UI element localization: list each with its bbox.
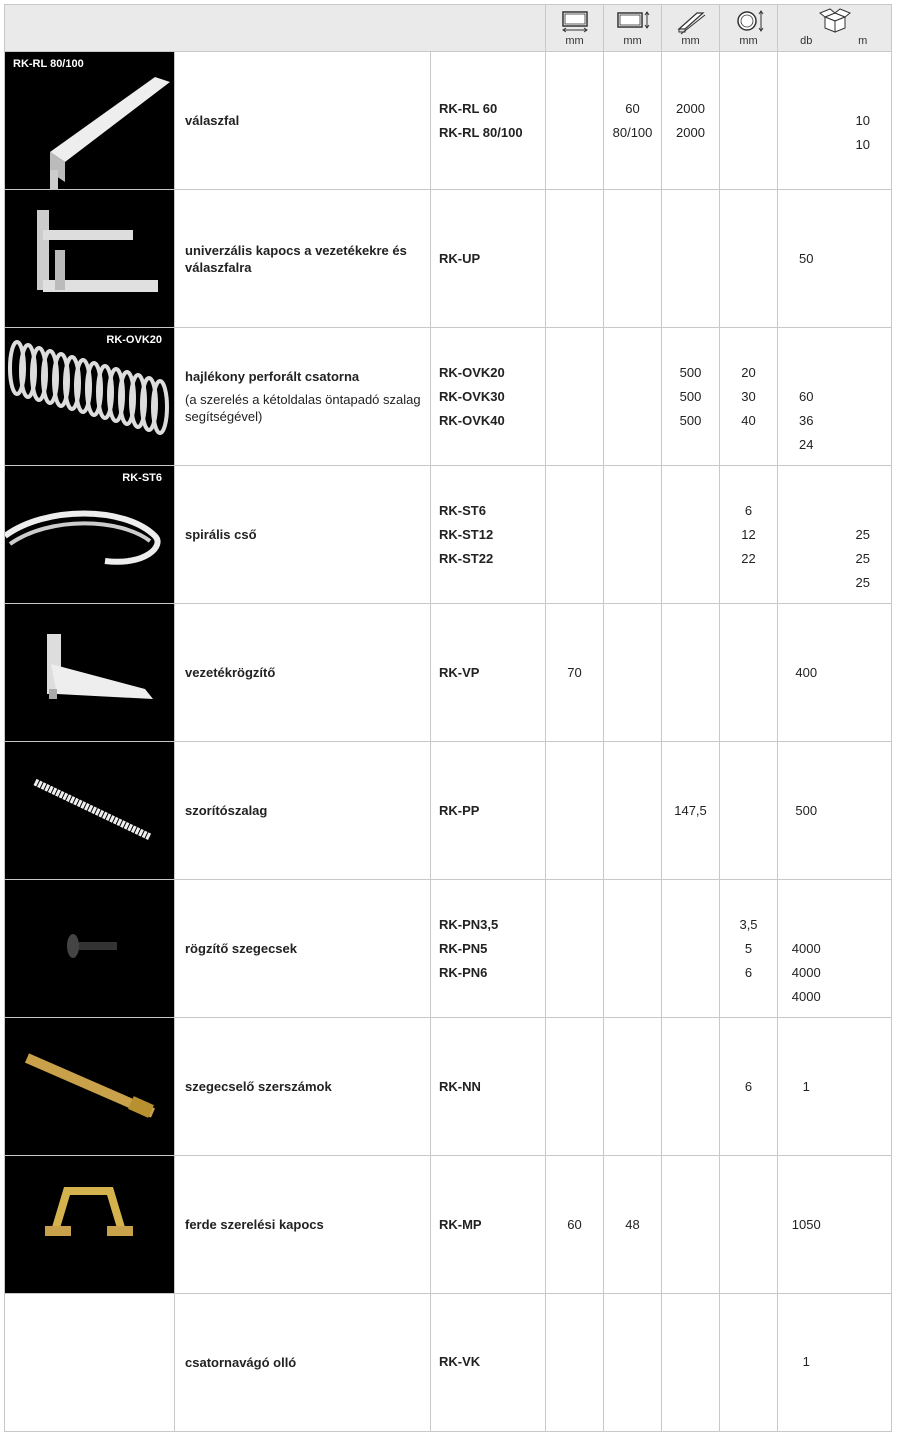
cell-diameter <box>720 604 778 742</box>
cell-package <box>778 466 892 604</box>
cell-value: 147,5 <box>674 802 707 818</box>
cell-value: 60 <box>567 1216 582 1232</box>
cell-diameter <box>720 1018 778 1156</box>
product-name-text: vezetékrögzítő <box>185 665 276 680</box>
product-image <box>5 742 175 880</box>
cell-package <box>778 328 892 466</box>
cell-diameter <box>720 742 778 880</box>
cell-value: 400 <box>795 664 818 680</box>
cell-value: 40 <box>741 412 756 428</box>
product-name <box>175 52 431 190</box>
cell-value: 6 <box>744 1078 753 1094</box>
product-name <box>175 880 431 1018</box>
cell-length <box>662 52 720 190</box>
cell-width <box>546 466 604 604</box>
cell-value: 5 <box>744 940 753 956</box>
length-icon <box>675 9 707 35</box>
cell-width <box>546 1018 604 1156</box>
product-code: RK-VP <box>439 664 480 680</box>
cell-length <box>662 190 720 328</box>
product-image <box>5 1018 175 1156</box>
table-row <box>5 604 892 742</box>
cell-value: 4000 <box>791 940 821 956</box>
table-row <box>5 328 892 466</box>
table-row <box>5 1294 892 1432</box>
cell-value: 10 <box>855 136 870 152</box>
cell-length <box>662 880 720 1018</box>
product-name <box>175 604 431 742</box>
header-width <box>546 5 604 52</box>
cell-height <box>604 742 662 880</box>
cell-height <box>604 466 662 604</box>
product-code: RK-RL 80/100 <box>439 124 523 140</box>
cell-value: 80/100 <box>612 124 653 140</box>
header-package <box>778 5 892 52</box>
cell-height <box>604 880 662 1018</box>
product-image <box>5 52 175 190</box>
product-name <box>175 1156 431 1294</box>
cell-length <box>662 1156 720 1294</box>
product-image <box>5 880 175 1018</box>
cell-value: 25 <box>855 526 870 542</box>
header-length <box>662 5 720 52</box>
cell-value: 22 <box>741 550 756 566</box>
cell-value: 3,5 <box>739 916 758 932</box>
table-row <box>5 1018 892 1156</box>
width-icon <box>560 9 590 33</box>
unit-label: mm <box>565 35 584 47</box>
cell-length <box>662 328 720 466</box>
cell-diameter <box>720 880 778 1018</box>
product-image <box>5 1294 175 1432</box>
cell-value: 1 <box>802 1078 810 1094</box>
product-image <box>5 190 175 328</box>
cell-value: 70 <box>567 664 582 680</box>
unit-label: mm <box>681 35 700 47</box>
cell-diameter <box>720 1156 778 1294</box>
cell-diameter <box>720 190 778 328</box>
header-blank <box>5 5 546 52</box>
cell-diameter <box>720 52 778 190</box>
product-name-text: csatornavágó olló <box>185 1354 297 1370</box>
cell-value: 500 <box>795 802 818 818</box>
product-codes <box>431 1156 546 1294</box>
product-name <box>175 190 431 328</box>
product-code: RK-VK <box>439 1354 481 1370</box>
product-code: RK-OVK20 <box>439 364 505 380</box>
table-row <box>5 190 892 328</box>
cell-width <box>546 742 604 880</box>
cell-value: 25 <box>855 574 870 590</box>
cell-value: 1050 <box>791 1216 821 1232</box>
product-name-text: hajlékony perforált csatorna <box>185 369 360 384</box>
cell-package <box>778 880 892 1018</box>
cell-length <box>662 1294 720 1432</box>
product-codes <box>431 52 546 190</box>
product-code: RK-ST22 <box>439 550 494 566</box>
product-code: RK-PN3,5 <box>439 916 499 932</box>
cell-value: 500 <box>679 364 702 380</box>
cell-value: 36 <box>799 412 814 428</box>
product-image <box>5 604 175 742</box>
image-label: RK-ST6 <box>122 472 162 484</box>
cell-width <box>546 1294 604 1432</box>
cell-value: 2000 <box>676 100 705 116</box>
unit-label: mm <box>623 35 642 47</box>
product-name-text: ferde szerelési kapocs <box>185 1217 324 1232</box>
cell-value: 24 <box>799 436 814 452</box>
cell-width <box>546 880 604 1018</box>
product-code: RK-RL 60 <box>439 100 498 116</box>
table-row <box>5 466 892 604</box>
cell-height <box>604 1294 662 1432</box>
header-diameter <box>720 5 778 52</box>
cell-value: 4000 <box>791 964 821 980</box>
cell-value: 4000 <box>791 988 821 1004</box>
unit-label: m <box>858 35 868 47</box>
cell-height <box>604 1156 662 1294</box>
product-codes <box>431 190 546 328</box>
product-name-text: rögzítő szegecsek <box>185 941 297 956</box>
product-codes <box>431 1294 546 1432</box>
product-codes <box>431 742 546 880</box>
product-code: RK-PP <box>439 802 480 818</box>
cell-value: 60 <box>625 100 640 116</box>
cell-width <box>546 604 604 742</box>
product-image <box>5 328 175 466</box>
product-codes <box>431 328 546 466</box>
cell-diameter <box>720 1294 778 1432</box>
cell-length <box>662 466 720 604</box>
cell-length <box>662 604 720 742</box>
cell-value: 12 <box>741 526 756 542</box>
header-height <box>604 5 662 52</box>
cell-package <box>778 1018 892 1156</box>
image-label: RK-OVK20 <box>106 334 162 346</box>
product-name <box>175 1294 431 1432</box>
cell-value: 1 <box>802 1354 810 1370</box>
unit-label: db <box>800 35 813 47</box>
header-row <box>5 5 892 52</box>
table-row <box>5 1156 892 1294</box>
cell-value: 20 <box>741 364 756 380</box>
cell-length <box>662 742 720 880</box>
cell-diameter <box>720 328 778 466</box>
table-row <box>5 52 892 190</box>
product-name <box>175 328 431 466</box>
cell-package <box>778 52 892 190</box>
table-row <box>5 880 892 1018</box>
cell-package <box>778 1156 892 1294</box>
table-row <box>5 742 892 880</box>
product-image <box>5 1156 175 1294</box>
image-label: RK-RL 80/100 <box>13 58 84 70</box>
product-codes <box>431 880 546 1018</box>
cell-value: 6 <box>744 964 753 980</box>
product-codes <box>431 466 546 604</box>
cell-value: 50 <box>799 250 814 266</box>
cell-value: 6 <box>744 502 753 518</box>
cell-value: 500 <box>679 388 702 404</box>
cell-value: 30 <box>741 388 756 404</box>
product-code: RK-OVK40 <box>439 412 505 428</box>
cell-value: 48 <box>625 1216 640 1232</box>
product-note: (a szerelés a kétoldalas öntapadó szalag segítségével) <box>185 392 421 424</box>
product-name-text: spirális cső <box>185 527 257 542</box>
product-name <box>175 466 431 604</box>
product-code: RK-ST12 <box>439 526 494 542</box>
cell-value: 60 <box>799 388 814 404</box>
cell-width <box>546 328 604 466</box>
cell-package <box>778 190 892 328</box>
cell-height <box>604 190 662 328</box>
product-name-text: szorítószalag <box>185 803 268 818</box>
product-code: RK-PN6 <box>439 964 488 980</box>
product-codes <box>431 604 546 742</box>
unit-label: mm <box>739 35 758 47</box>
cell-value: 10 <box>855 112 870 128</box>
cell-value: 2000 <box>676 124 705 140</box>
product-code: RK-UP <box>439 250 481 266</box>
cell-package <box>778 742 892 880</box>
cell-width <box>546 52 604 190</box>
cell-height <box>604 52 662 190</box>
cell-value: 500 <box>679 412 702 428</box>
product-codes <box>431 1018 546 1156</box>
cell-value: 25 <box>855 550 870 566</box>
cell-package <box>778 604 892 742</box>
cell-height <box>604 328 662 466</box>
product-code: RK-NN <box>439 1078 481 1094</box>
product-name <box>175 742 431 880</box>
product-name-text: szegecselő szerszámok <box>185 1079 332 1094</box>
product-name <box>175 1018 431 1156</box>
cell-height <box>604 604 662 742</box>
product-table <box>4 4 892 1432</box>
cell-diameter <box>720 466 778 604</box>
product-code: RK-OVK30 <box>439 388 505 404</box>
product-image <box>5 466 175 604</box>
diameter-icon <box>733 9 765 33</box>
cell-height <box>604 1018 662 1156</box>
height-icon <box>615 9 651 33</box>
cell-length <box>662 1018 720 1156</box>
box-icon <box>817 7 853 33</box>
cell-width <box>546 190 604 328</box>
cell-package <box>778 1294 892 1432</box>
product-code: RK-PN5 <box>439 940 488 956</box>
cell-width <box>546 1156 604 1294</box>
product-name-text: válaszfal <box>185 113 240 128</box>
product-code: RK-ST6 <box>439 502 486 518</box>
product-code: RK-MP <box>439 1216 482 1232</box>
product-name-text: univerzális kapocs a vezetékekre és válaszfalra <box>185 242 407 275</box>
